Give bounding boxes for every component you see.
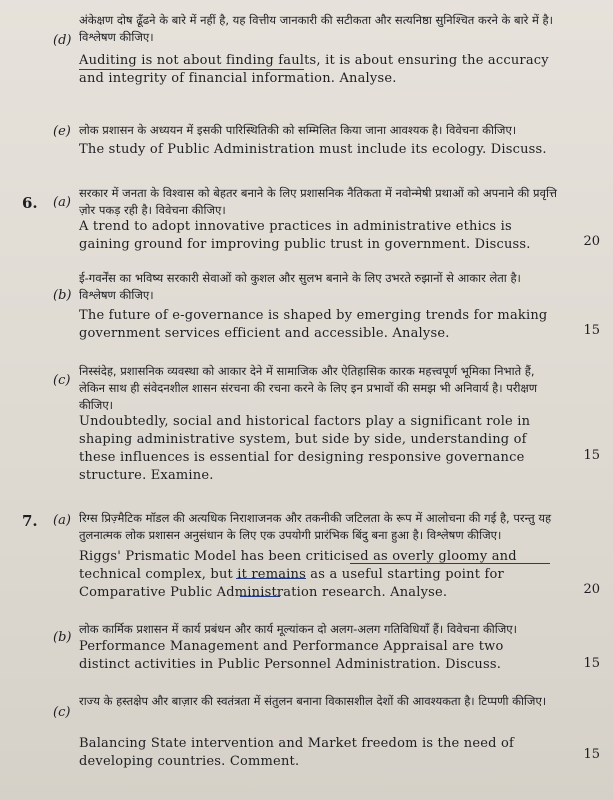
hindi-text: राज्य के हस्तक्षेप और बाज़ार की स्वतंत्रता में संतुलन बनाना विकासशील देशों की आवश्यकता है। टिप्पणी कीजिए। bbox=[79, 694, 547, 708]
part-label: (b) bbox=[53, 288, 72, 303]
question-number: 7. bbox=[22, 512, 38, 530]
english-text: The study of Public Administration must include its ecology. Discuss. bbox=[79, 142, 547, 157]
english-text: Auditing is not about finding faults, it is about ensuring the accuracy and integrity of financial information. Analyse. bbox=[79, 53, 549, 86]
english-text: Performance Management and Performance Appraisal are two distinct activities in Public Personnel Administration. Discuss. bbox=[79, 639, 504, 672]
part-label: (a) bbox=[53, 513, 71, 528]
hindi-text: लोक कार्मिक प्रशासन में कार्य प्रबंधन और कार्य मूल्यांकन दो अलग-अलग गतिविधियाँ हैं। विवेचना कीजिए। bbox=[79, 622, 518, 636]
pen-underline bbox=[79, 69, 304, 70]
part-label: (c) bbox=[53, 705, 71, 720]
pen-underline bbox=[350, 563, 550, 564]
part-label: (c) bbox=[53, 373, 71, 388]
hindi-text: रिग्स प्रिज़्मैटिक मॉडल की अत्यधिक निराशाजनक और तकनीकी जटिलता के रूप में आलोचना की गई है, परन्तु यह तुलनात्मक लोक प्रशासन अनुसंधान के लिए एक उपयोगी प्रारंभिक बिंदु बना हुआ है। विश्लेषण कीजिए। bbox=[79, 511, 552, 542]
marks: 15 bbox=[583, 448, 600, 463]
marks: 20 bbox=[583, 234, 600, 249]
english-text: Riggs' Prismatic Model has been criticised as overly gloomy and technical complex, but it remains as a useful starting point for Comparative Public Administration research. Analyse. bbox=[79, 549, 517, 600]
question-number: 6. bbox=[22, 194, 38, 212]
pen-underline bbox=[236, 578, 306, 579]
hindi-text: सरकार में जनता के विश्वास को बेहतर बनाने के लिए प्रशासनिक नैतिकता में नवोन्मेषी प्रथाओं को अपनाने की प्रवृत्ति ज़ोर पकड़ रही है। विवेचना कीजिए। bbox=[79, 186, 557, 217]
marks: 15 bbox=[583, 323, 600, 338]
english-text: The future of e-governance is shaped by emerging trends for making government services efficient and accessible. Analyse. bbox=[79, 308, 548, 341]
part-label: (b) bbox=[53, 630, 72, 645]
hindi-text: ई-गवर्नेंस का भविष्य सरकारी सेवाओं को कुशल और सुलभ बनाने के लिए उभरते रुझानों से आकार लेता है। विश्लेषण कीजिए। bbox=[79, 271, 521, 302]
marks: 15 bbox=[583, 656, 600, 671]
hindi-text: निस्संदेह, प्रशासनिक व्यवस्था को आकार देने में सामाजिक और ऐतिहासिक कारक महत्त्वपूर्ण भूमिका निभाते हैं, लेकिन साथ ही संवेदनशील शासन संरचना की रचना करने के लिए इन प्रभावों की समझ भी अनिवार्य है। परीक्षण कीजिए। bbox=[79, 364, 538, 412]
hindi-text: अंकेक्षण दोष ढूँढने के बारे में नहीं है, यह वित्तीय जानकारी की सटीकता और सत्यनिष्ठा सुनिश्चित करने के बारे में है। विश्लेषण कीजिए। bbox=[79, 13, 553, 44]
pen-underline bbox=[240, 596, 280, 597]
hindi-text: लोक प्रशासन के अध्ययन में इसकी पारिस्थितिकी को सम्मिलित किया जाना आवश्यक है। विवेचना कीजिए। bbox=[79, 123, 517, 137]
marks: 20 bbox=[583, 582, 600, 597]
part-label: (d) bbox=[53, 33, 72, 48]
part-label: (a) bbox=[53, 195, 71, 210]
part-label: (e) bbox=[53, 124, 71, 139]
marks: 15 bbox=[583, 747, 600, 762]
english-text: A trend to adopt innovative practices in administrative ethics is gaining ground for improving public trust in government. Discuss. bbox=[79, 219, 531, 252]
english-text: Balancing State intervention and Market freedom is the need of developing countries. Comment. bbox=[79, 736, 515, 769]
english-text: Undoubtedly, social and historical factors play a significant role in shaping administrative system, but side by side, understanding of these influences is essential for designing responsive governance structure. Examine. bbox=[79, 414, 531, 483]
